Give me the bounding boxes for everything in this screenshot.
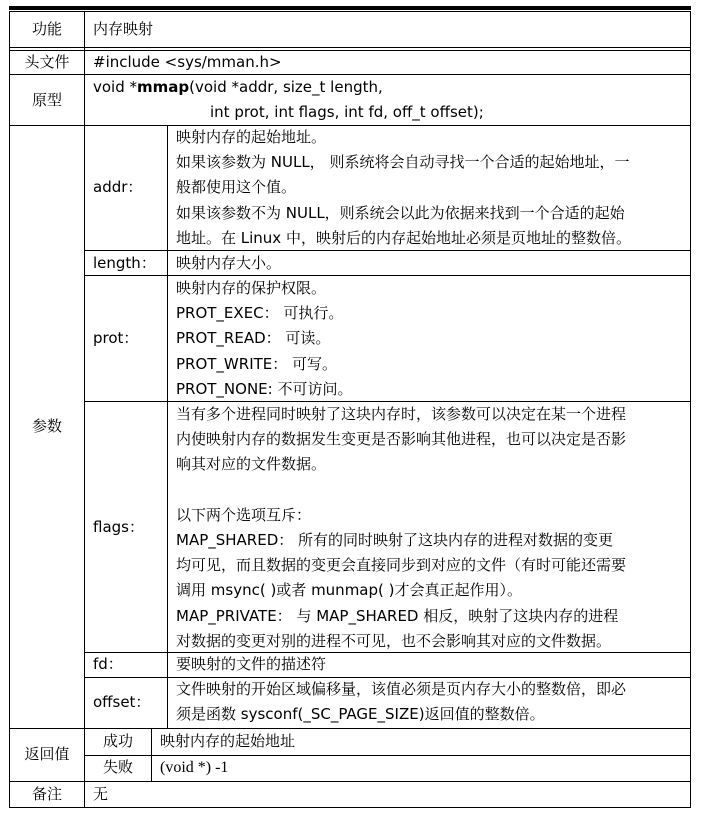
- desc-line: 须是函数 sysconf(_SC_PAGE_SIZE)返回值的整数倍。: [176, 705, 545, 724]
- param-offset-description: [176, 677, 626, 727]
- param-length-name: length：: [93, 254, 156, 272]
- header-label: 头文件: [24, 53, 70, 71]
- desc-line: PROT_WRITE： 可写。: [176, 354, 338, 373]
- param-addr-name: addr：: [93, 178, 143, 196]
- return-label: 返回值: [24, 745, 70, 763]
- desc-line: PROT_EXEC： 可执行。: [176, 304, 344, 323]
- top-rule: [9, 6, 691, 10]
- param-flags-description: [176, 402, 626, 654]
- prototype-line-2: int prot, int flags, int fd, off_t offset);: [210, 103, 484, 121]
- header-value: #include <sys/mman.h>: [93, 53, 282, 71]
- param-prot-description: [176, 276, 353, 402]
- desc-line: 地址。在 Linux 中，映射后的内存起始地址必须是页地址的整数倍。: [176, 228, 631, 247]
- desc-line: 响其对应的文件数据。: [176, 455, 327, 474]
- param-offset-name: offset：: [93, 693, 151, 711]
- desc-line: 当有多个进程同时映射了这块内存时，该参数可以决定在某一个进程: [176, 405, 627, 423]
- prototype-label: 原型: [31, 91, 62, 109]
- function-label: 功能: [31, 20, 62, 38]
- return-success-value: 映射内存的起始地址: [160, 732, 296, 750]
- param-name-divider: [167, 125, 168, 728]
- desc-line: MAP_SHARED： 所有的同时映射了这块内存的进程对数据的变更: [176, 531, 614, 549]
- param-length-description: 映射内存大小。: [176, 254, 282, 272]
- desc-line: 如果该参数为 NULL， 则系统将会自动寻找一个合适的起始地址，一: [176, 153, 630, 172]
- row-line: [9, 781, 691, 782]
- table-border-left: [9, 11, 10, 808]
- param-flags-name: flags：: [93, 518, 144, 536]
- desc-line-blank: [176, 478, 626, 503]
- notes-value: 无: [93, 785, 109, 803]
- param-prot-name: prot：: [93, 329, 139, 347]
- desc-line: 以下两个选项互斥：: [176, 505, 312, 524]
- params-label: 参数: [31, 417, 62, 435]
- prototype-line-1: [93, 75, 383, 100]
- return-success-label: 成功: [102, 732, 133, 750]
- desc-line: PROT_NONE: 不可访问。: [176, 379, 353, 398]
- notes-label: 备注: [31, 785, 62, 803]
- param-fd-description: 要映射的文件的描述符: [176, 655, 327, 673]
- function-value: 内存映射: [93, 20, 154, 38]
- desc-line: 如果该参数不为 NULL，则系统会以此为依据来找到一个合适的起始: [176, 203, 625, 222]
- prototype-function-name: mmap: [137, 78, 190, 96]
- desc-line: 映射内存的起始地址。: [176, 128, 327, 146]
- desc-line: 对数据的变更对别的进程不可见，也不会影响其对应的文件数据。: [176, 631, 612, 650]
- desc-line: 映射内存的保护权限。: [176, 279, 327, 297]
- desc-line: 均可见，而且数据的变更会直接同步到对应的文件（有时可能还需要: [176, 556, 627, 575]
- row-line: [9, 807, 691, 808]
- return-failure-value: (void *) -1: [160, 759, 229, 776]
- return-failure-label: 失败: [102, 758, 133, 776]
- row-line: [9, 11, 691, 12]
- desc-line: 般都使用这个值。: [176, 178, 297, 197]
- row-line: [9, 47, 691, 48]
- desc-line: 调用 msync( )或者 munmap( )才会真正起作用）。: [176, 581, 522, 600]
- param-addr-description: [176, 125, 631, 251]
- desc-line: PROT_READ： 可读。: [176, 329, 331, 348]
- label-column-divider: [84, 11, 85, 808]
- desc-line: 文件映射的开始区域偏移量，该值必须是页内存大小的整数倍，即必: [176, 680, 627, 698]
- prototype-return-type: void *: [93, 78, 138, 96]
- table-border-right: [690, 11, 691, 808]
- param-fd-name: fd：: [93, 655, 123, 673]
- prototype-args-1: (void *addr, size_t length,: [189, 78, 383, 96]
- desc-line: MAP_PRIVATE： 与 MAP_SHARED 相反，映射了这块内存的进程: [176, 606, 619, 625]
- desc-line: 内使映射内存的数据发生变更是否影响其他进程，也可以决定是否影: [176, 430, 627, 449]
